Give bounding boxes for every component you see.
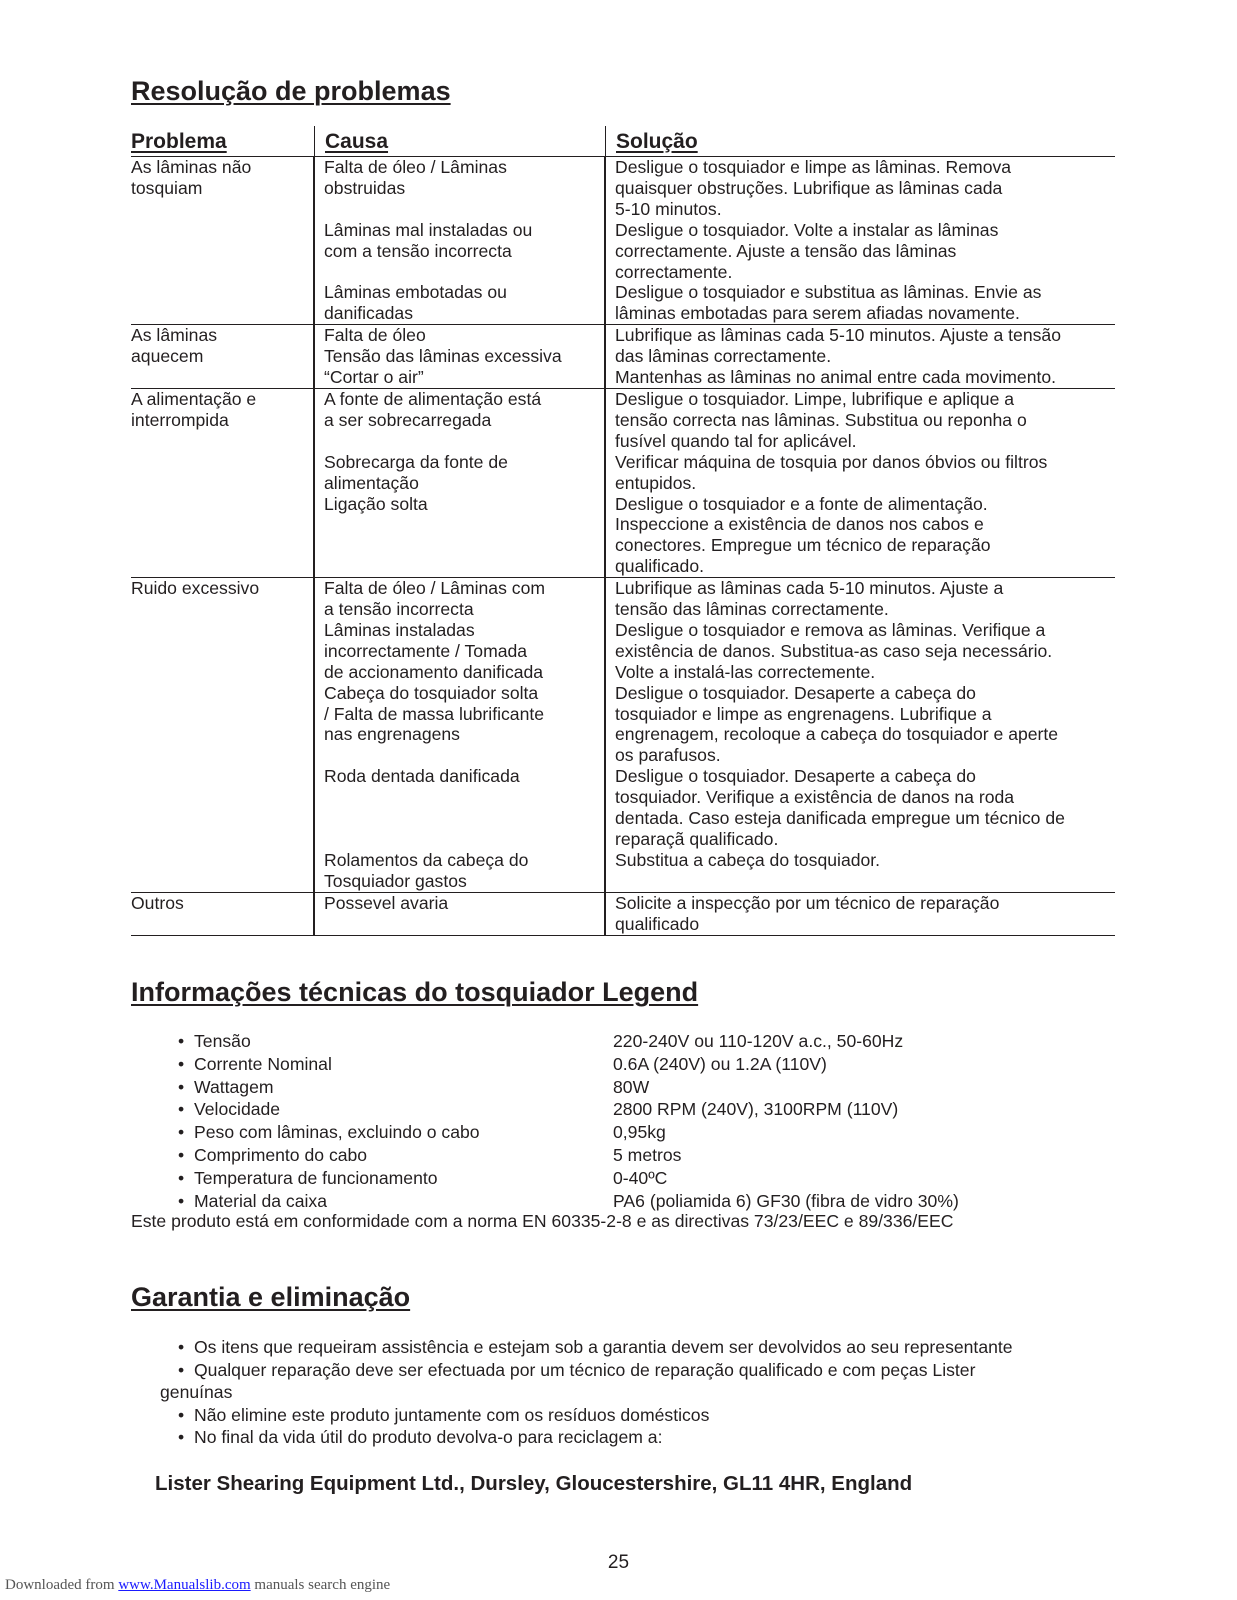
compliance-statement: Este produto está em conformidade com a norma EN 60335-2-8 e as directivas 73/23/EEC e 89/336/EEC	[131, 1211, 954, 1231]
spec-value: PA6 (poliamida 6) GF30 (fibra de vidro 30%)	[613, 1190, 959, 1211]
problem-cell: Outros	[131, 892, 184, 913]
spec-label: Peso com lâminas, excluindo o cabo	[194, 1122, 480, 1143]
spec-label: Comprimento do cabo	[194, 1144, 368, 1165]
cause-cell: Falta de óleo / Lâminas obstruidas Lâminas mal instaladas ou com a tensão incorrecta Lâminas embotadas ou danificadas	[324, 157, 533, 324]
bullet: •	[178, 1427, 185, 1447]
spec-list	[178, 1030, 1078, 1212]
list-item	[178, 1121, 1078, 1144]
warranty-list	[160, 1336, 1098, 1449]
warranty-text-continued: genuínas	[160, 1382, 233, 1402]
list-item	[178, 1404, 1098, 1427]
manualslib-link[interactable]: www.Manualslib.com	[118, 1577, 251, 1593]
table-row	[131, 157, 1115, 325]
solution-cell: Lubrifique as lâminas cada 5-10 minutos. Ajuste a tensão das lâminas correctamente. Desligue o tosquiador e remova as lâminas. Verifique a existência de danos. Substitua-as caso seja necessário. Volte a instalá-las correctemente. Desligue o tosquiador. Desaperte a cabeça do tosquiador e limpe as engrenagens. Lubrifique a engrenagem, recoloque a cabeça do tosquiador e aperte os parafusos. Desligue o tosquiador. Desaperte a cabeça do tosquiador. Verifique a existência de danos na roda dentada. Caso esteja danificada empregue um técnico de reparaçã qualificado. Substitua a cabeça do tosquiador.	[615, 578, 1065, 870]
list-item	[178, 1030, 1078, 1053]
cause-cell: Falta de óleo / Lâminas com a tensão incorrecta Lâminas instaladas incorrectamente / Tomada de accionamento danificada Cabeça do tosquiador solta / Falta de massa lubrificante nas engrenagens Roda dentada danificada Rolamentos da cabeça do Tosquiador gastos	[324, 578, 546, 891]
bullet: •	[178, 1144, 185, 1165]
bullet: •	[178, 1122, 185, 1143]
warranty-text: No final da vida útil do produto devolva-o para reciclagem a:	[194, 1427, 663, 1447]
header-problem: Problema	[131, 130, 227, 153]
list-item	[160, 1359, 1098, 1404]
table-row	[131, 325, 1115, 389]
spec-label: Velocidade	[194, 1099, 281, 1120]
solution-cell: Desligue o tosquiador e limpe as lâminas. Remova quaisquer obstruções. Lubrifique as lâminas cada 5-10 minutos. Desligue o tosquiador. Volte a instalar as lâminas correctamente. Ajuste a tensão das lâminas correctamente. Desligue o tosquiador e substitua as lâminas. Envie as lâminas embotadas para serem afiadas novamente.	[615, 157, 1042, 324]
download-footer	[5, 1577, 390, 1594]
spec-value: 0.6A (240V) ou 1.2A (110V)	[613, 1053, 827, 1074]
bullet: •	[178, 1404, 185, 1425]
problem-cell: As lâminas aquecem	[131, 325, 218, 367]
warranty-text: Qualquer reparação deve ser efectuada por um técnico de reparação qualificado e com peças Lister	[194, 1359, 976, 1380]
spec-label: Tensão	[194, 1031, 251, 1051]
bullet: •	[178, 1053, 185, 1074]
bullet: •	[178, 1190, 185, 1211]
warranty-text: Os itens que requeiram assistência e estejam sob a garantia devem ser devolvidos ao seu representante	[194, 1337, 1013, 1357]
spec-label: Material da caixa	[194, 1190, 327, 1211]
warranty-heading: Garantia e eliminação	[131, 1282, 411, 1312]
list-item	[178, 1426, 1098, 1449]
spec-label: Wattagem	[194, 1076, 274, 1097]
cause-cell: Falta de óleo Tensão das lâminas excessiva “Cortar o air”	[324, 325, 562, 388]
tech-info-heading: Informações técnicas do tosquiador Legend	[131, 977, 699, 1007]
list-item	[178, 1144, 1078, 1167]
spec-label: Corrente Nominal	[194, 1053, 332, 1074]
cause-cell: A fonte de alimentação está a ser sobrecarregada Sobrecarga da fonte de alimentação Ligação solta	[324, 388, 542, 514]
footer-suffix: manuals search engine	[250, 1577, 391, 1593]
table-header	[131, 130, 1115, 157]
warranty-text: Não elimine este produto juntamente com os resíduos domésticos	[194, 1404, 710, 1425]
bullet: •	[178, 1167, 185, 1188]
list-item	[178, 1336, 1098, 1359]
bullet: •	[178, 1337, 185, 1357]
header-solution: Solução	[616, 130, 698, 153]
solution-cell: Desligue o tosquiador. Limpe, lubrifique e aplique a tensão correcta nas lâminas. Substitua ou reponha o fusível quando tal for aplicável. Verificar máquina de tosquia por danos óbvios ou filtros entupidos. Desligue o tosquiador e a fonte de alimentação. Inspeccione a existência de danos nos cabos e conectores. Empregue um técnico de reparação qualificado.	[615, 388, 1048, 577]
spec-value: 0,95kg	[613, 1122, 666, 1143]
solution-cell: Solicite a inspecção por um técnico de reparação qualificado	[615, 892, 1000, 934]
spec-label: Temperatura de funcionamento	[194, 1167, 438, 1188]
cause-cell: Possevel avaria	[324, 892, 449, 913]
table-divider	[605, 126, 606, 936]
problem-cell: As lâminas não tosquiam	[131, 157, 252, 198]
table-row	[131, 389, 1115, 578]
problem-cell: A alimentação e interrompida	[131, 388, 257, 430]
table-row	[131, 893, 1115, 936]
header-cause: Causa	[325, 130, 389, 153]
footer-prefix: Downloaded from	[5, 1577, 119, 1593]
troubleshooting-table	[131, 130, 1115, 936]
spec-value: 2800 RPM (240V), 3100RPM (110V)	[613, 1099, 899, 1120]
page-number: 25	[607, 1552, 630, 1573]
spec-value: 220-240V ou 110-120V a.c., 50-60Hz	[613, 1031, 904, 1051]
bullet: •	[178, 1099, 185, 1120]
manufacturer-address: Lister Shearing Equipment Ltd., Dursley, Gloucestershire, GL11 4HR, England	[155, 1472, 913, 1495]
spec-value: 0-40ºC	[613, 1167, 668, 1188]
troubleshooting-heading: Resolução de problemas	[131, 76, 451, 106]
bullet: •	[178, 1076, 185, 1097]
bullet: •	[178, 1359, 185, 1380]
list-item	[178, 1076, 1078, 1099]
problem-cell: Ruido excessivo	[131, 578, 260, 599]
list-item	[178, 1053, 1078, 1076]
bullet: •	[178, 1031, 185, 1051]
solution-cell: Lubrifique as lâminas cada 5-10 minutos. Ajuste a tensão das lâminas correctamente. Mantenhas as lâminas no animal entre cada movimento.	[615, 325, 1061, 388]
table-row	[131, 578, 1115, 893]
list-item	[178, 1190, 1078, 1213]
list-item	[178, 1167, 1078, 1190]
spec-value: 80W	[613, 1076, 650, 1097]
list-item	[178, 1098, 1078, 1121]
table-divider	[314, 126, 315, 936]
spec-value: 5 metros	[613, 1144, 682, 1165]
